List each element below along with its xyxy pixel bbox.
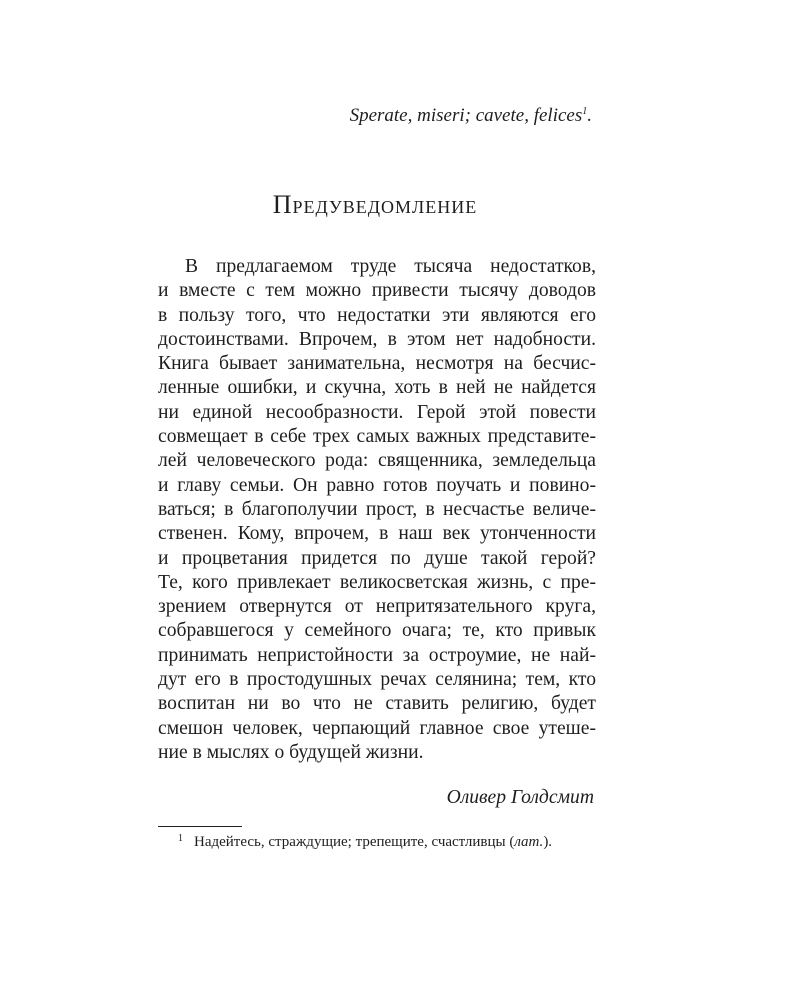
footnote-marker: 1 bbox=[178, 833, 183, 844]
body-line: и главу семьи. Он равно готов поучать и повино- bbox=[158, 474, 596, 496]
epigraph-text: Sperate, miseri; cavete, felices bbox=[349, 105, 583, 126]
body-line: и процветания придется по душе такой герой? bbox=[158, 547, 596, 569]
body-line: смешон человек, черпающий главное свое утеше- bbox=[158, 717, 596, 739]
body-line: воспитан ни во что не ставить религию, будет bbox=[158, 693, 596, 715]
epigraph bbox=[350, 104, 592, 128]
body-line: ваться; в благополучии прост, в несчастье величе- bbox=[158, 498, 596, 520]
body-line: ние в мыслях о будущей жизни. bbox=[158, 741, 424, 763]
epigraph-footnote-ref: 1 bbox=[582, 106, 588, 117]
body-line: ленные ошибки, и скучна, хоть в ней не найдется bbox=[158, 377, 596, 399]
body-line: лей человеческого рода: священника, земледельца bbox=[158, 450, 596, 472]
body-line: зрением отвернутся от непритязательного круга, bbox=[158, 596, 596, 618]
body-line: достоинствами. Впрочем, в этом нет надобности. bbox=[158, 328, 596, 350]
body-line: Книга бывает занимательна, несмотря на бесчис- bbox=[158, 353, 596, 375]
epigraph-period: . bbox=[587, 105, 592, 126]
author-signature: Оливер Голдсмит bbox=[446, 787, 594, 808]
page-title: Предуведомление bbox=[272, 190, 478, 219]
body-line: принимать непристойности за остроумие, не най- bbox=[158, 644, 596, 666]
body-line: совмещает в себе трех самых важных представите- bbox=[158, 426, 596, 448]
footnote-text: Надейтесь, страждущие; трепещите, счастливцы ( bbox=[194, 834, 515, 850]
footnote bbox=[178, 831, 552, 853]
body-line: собравшегося у семейного очага; те, кто привык bbox=[158, 620, 596, 642]
body-line: В предлагаемом труде тысяча недостатков, bbox=[185, 256, 596, 277]
body-line: дут его в простодушных речах селянина; тем, кто bbox=[158, 669, 596, 691]
body-line: Те, кого привлекает великосветская жизнь, с пре- bbox=[158, 571, 596, 593]
body-line: в пользу того, что недостатки эти являются его bbox=[158, 304, 596, 326]
body-line: ственен. Кому, впрочем, в наш век утонченности bbox=[158, 523, 596, 545]
footnote-divider bbox=[158, 826, 242, 827]
footnote-language: лат. bbox=[514, 834, 544, 850]
body-line: и вместе с тем можно привести тысячу доводов bbox=[158, 280, 596, 302]
body-line: ни единой несообразности. Герой этой повести bbox=[158, 401, 596, 423]
preface-body bbox=[158, 255, 596, 765]
footnote-end: ). bbox=[543, 834, 553, 850]
